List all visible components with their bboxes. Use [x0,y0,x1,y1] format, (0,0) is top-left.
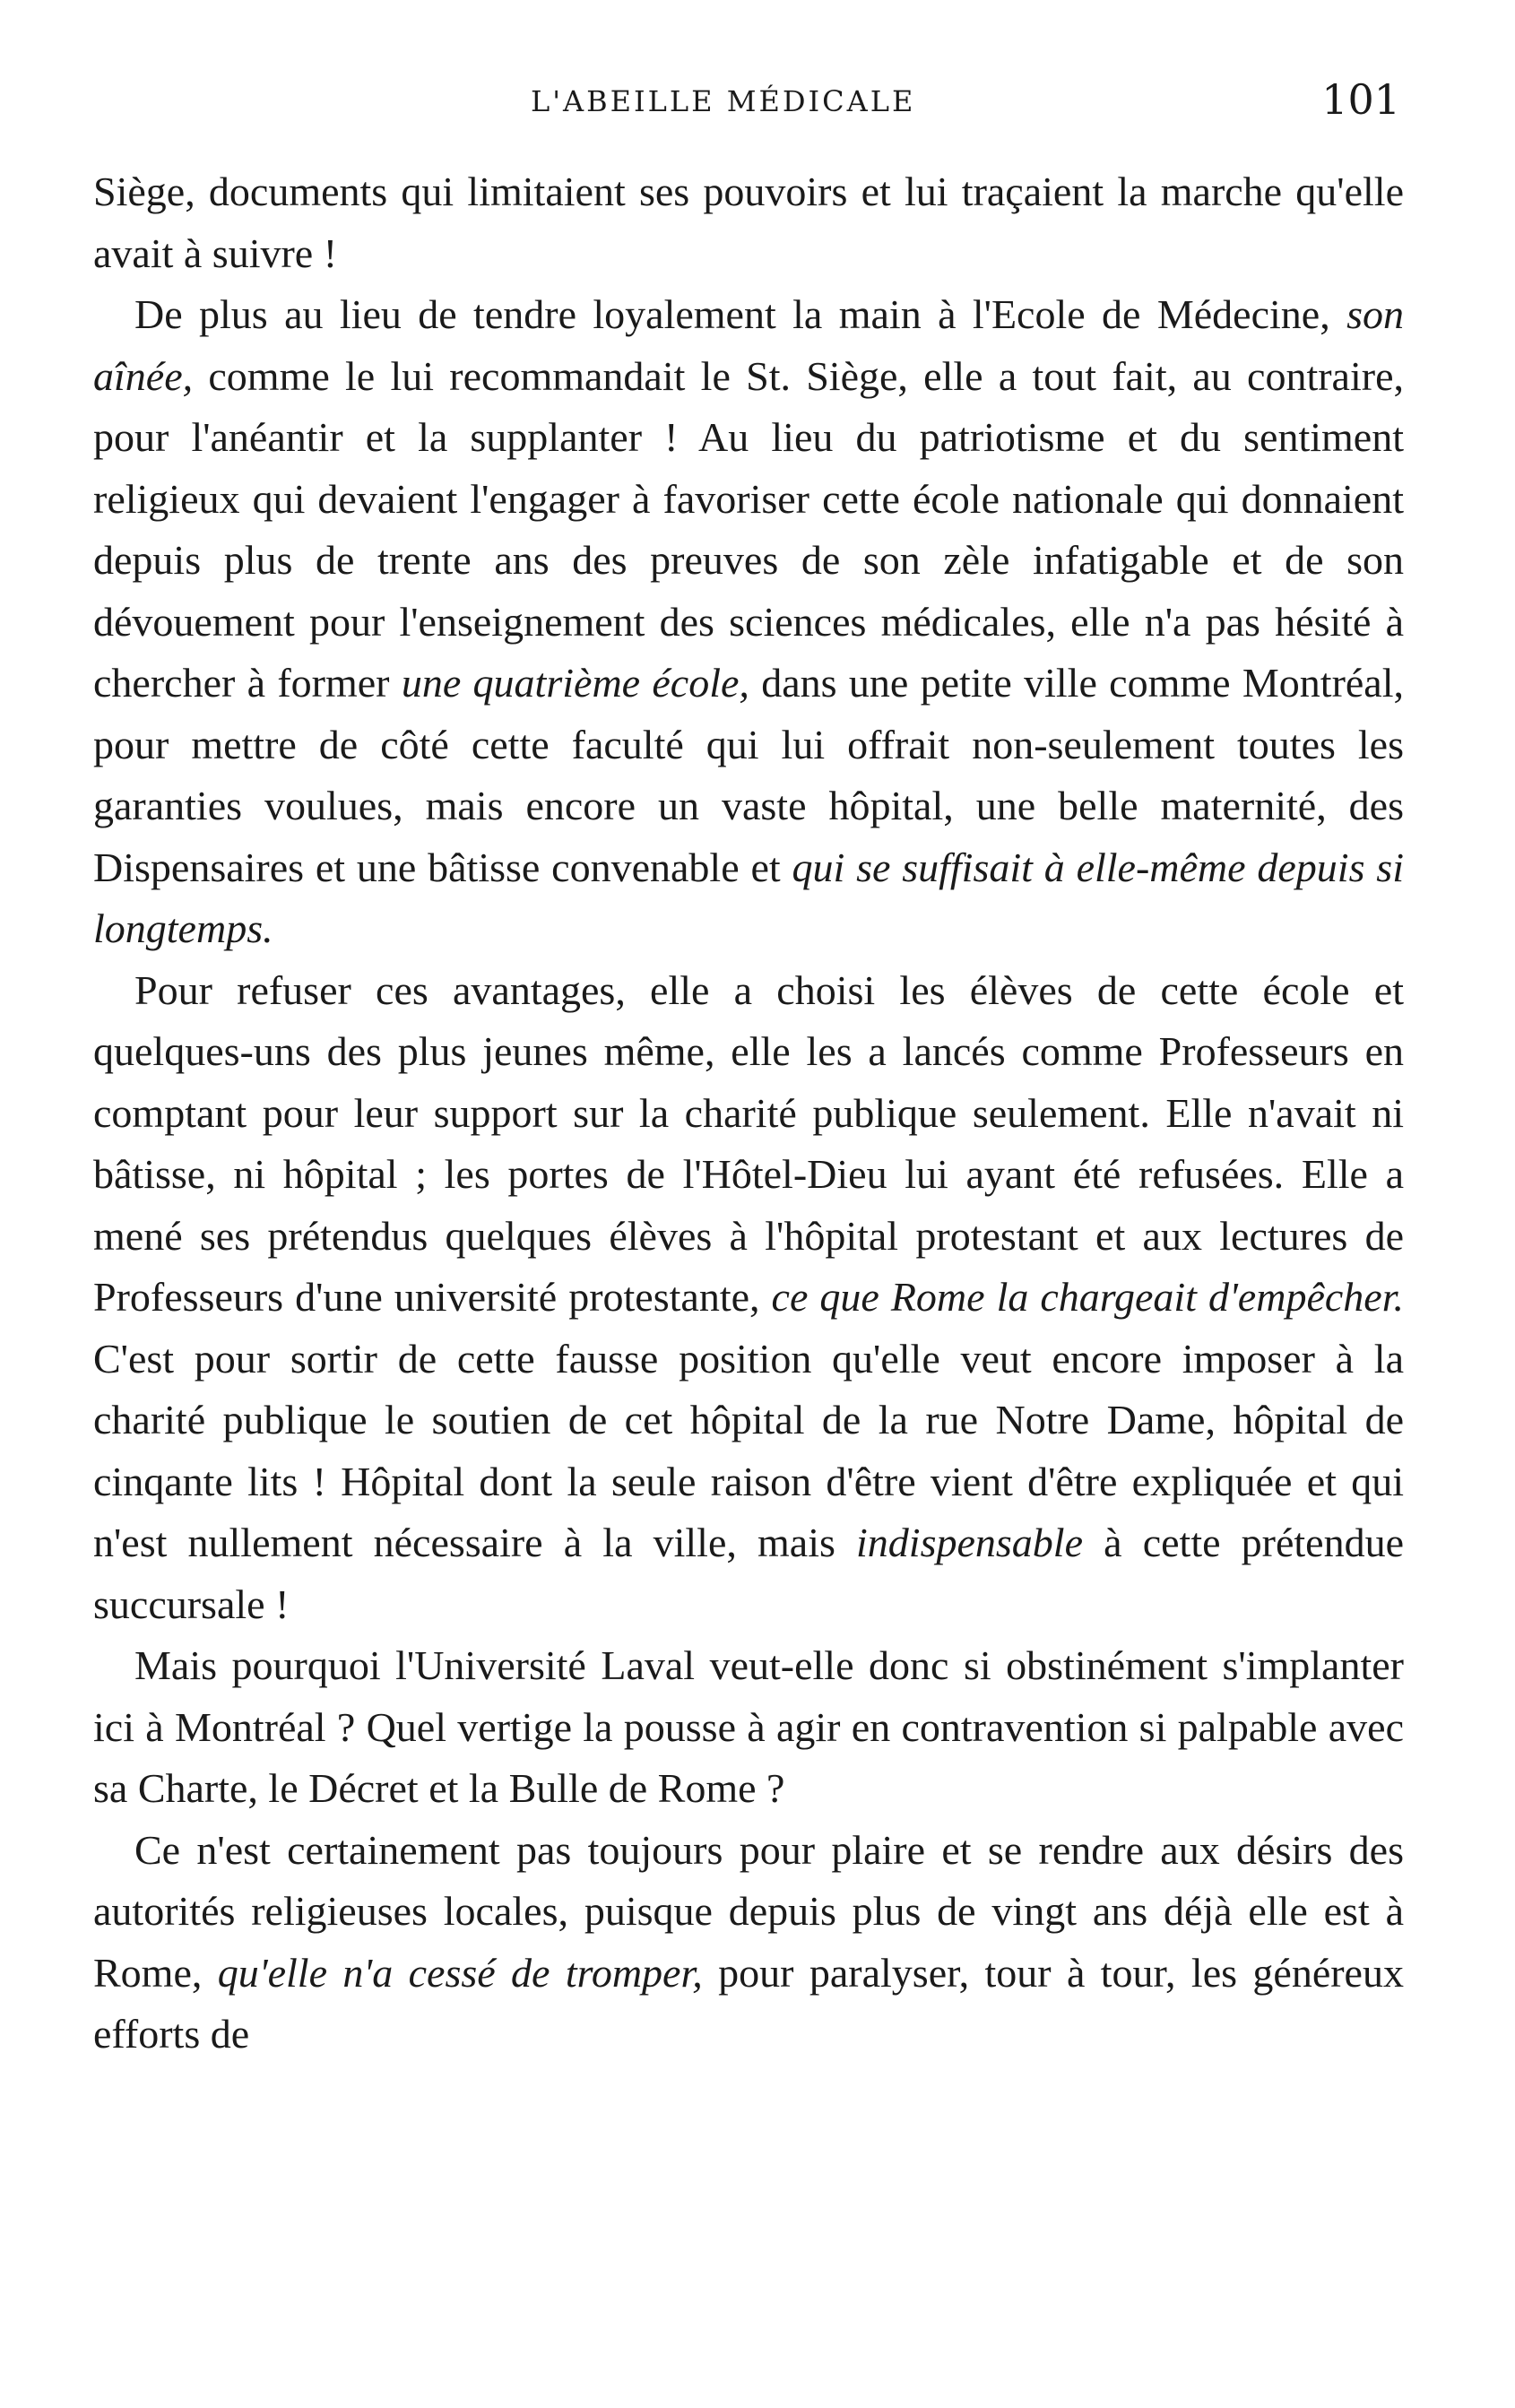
italic-segment: indispensable [856,1520,1084,1565]
text-segment: à cette prétendue succursale ! [93,1520,1404,1627]
page-number: 101 [1321,75,1400,124]
running-head [0,74,1515,127]
italic-segment: une quatrième école, [401,660,749,706]
paragraph [93,1635,1404,1820]
text-segment: comme le lui recommandait le St. Siège, elle a tout fait, au contraire, pour l'anéantir et la supplanter ! Au lieu du patriotisme et du sentiment religieux qui devaient l'engager à favoriser cette école nationale qui donnaient depuis plus de trente ans des preuves de son zèle infatigable et de son dévouement pour l'enseignement des sciences médicales, elle n'a pas hésité à chercher à former [93,352,1404,706]
text-segment: C'est pour sortir de cette fausse position qu'elle veut encore imposer à la charité publique le soutien de cet hôpital de la rue Notre Dame, hôpital de cinqante lits ! Hôpital dont la seule raison d'être vient d'être expliquée et qui n'est nullement nécessaire à la ville, mais [93,1335,1404,1565]
paragraph [93,284,1404,960]
paragraph [93,1820,1404,2066]
text-segment: De plus au lieu de tendre loyalement la main à l'Ecole de Médecine, [134,291,1347,337]
text-segment: Mais pourquoi l'Université Laval veut-elle donc si obstinément s'implanter ici à Montréal ? Quel vertige la pousse à agir en contravention si palpable avec sa Charte, le Décret et la Bulle de Rome ? [93,1642,1404,1811]
text-segment: Siège, documents qui limitaient ses pouvoirs et lui traçaient la marche qu'elle avait à suivre ! [93,169,1404,276]
paragraph [93,960,1404,1636]
text-segment: dans une petite ville comme Montréal, pour mettre de côté cette faculté qui lui offrait non-seulement toutes les garanties voulues, mais encore un vaste hôpital, une belle maternité, des Dispensaires et une bâtisse convenable et [93,660,1405,890]
text-segment: Pour refuser ces avantages, elle a choisi les élèves de cette école et quelques-uns des plus jeunes même, elle les a lancés comme Professeurs en comptant pour leur support sur la charité publique seulement. Elle n'avait ni bâtisse, ni hôpital ; les portes de l'Hôtel-Dieu lui ayant été refusées. Elle a mené ses prétendus quelques élèves à l'hôpital protestant et aux lectures de Professeurs d'une université protestante, [93,966,1404,1320]
text-segment: Ce n'est certainement pas toujours pour plaire et se rendre aux désirs des autorités religieuses locales, puisque depuis plus de vingt ans déjà elle est à Rome, [93,1826,1404,1996]
running-title: L'ABEILLE MÉDICALE [531,84,916,118]
italic-segment: son aînée, [93,291,1404,399]
italic-segment: qu'elle n'a cessé de tromper, [217,1949,703,1996]
body-text [93,161,1404,2066]
paragraph [93,161,1404,284]
italic-segment: ce que Rome la chargeait d'empêcher. [771,1274,1404,1320]
italic-segment: qui se suffisait à elle-même depuis si longtemps. [93,844,1404,951]
text-segment: pour paralyser, tour à tour, les généreux efforts de [93,1949,1404,2057]
